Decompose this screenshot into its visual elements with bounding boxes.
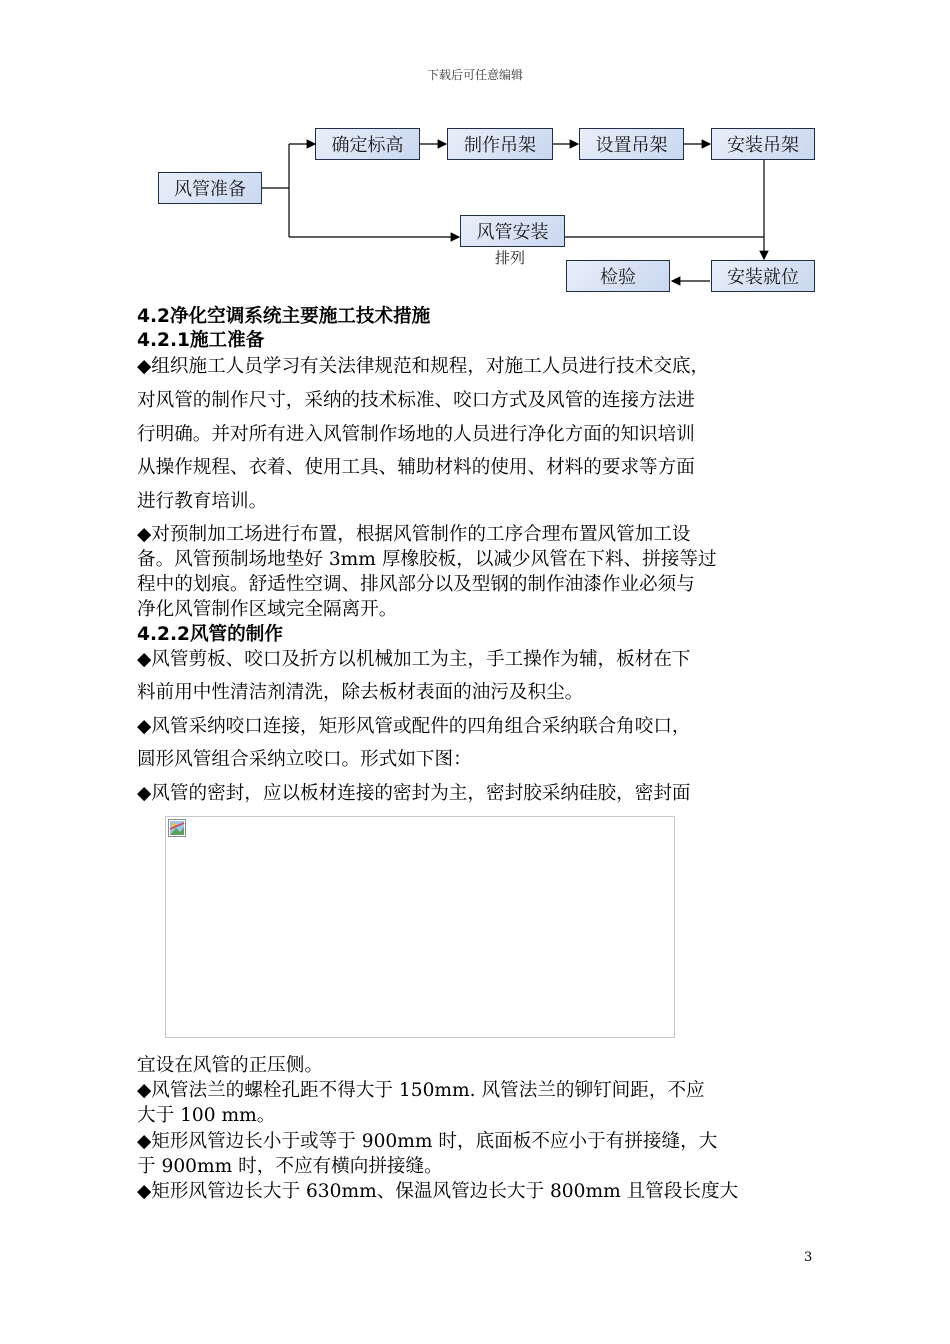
- flow-node-start: 风管准备: [158, 172, 262, 204]
- paragraph-line: 程中的划痕。舒适性空调、排风部分以及型钢的制作油漆作业必须与: [137, 574, 695, 595]
- paragraph-line: 料前用中性清洁剂清洗，除去板材表面的油污及积尘。: [137, 682, 584, 703]
- paragraph-line: 对风管的制作尺寸，采纳的技术标准、咬口方式及风管的连接方法进: [137, 390, 695, 411]
- paragraph-line: ◆矩形风管边长小于或等于 900mm 时，底面板不应小于有拼接缝，大: [137, 1131, 718, 1152]
- flow-node-position: 安装就位: [711, 260, 815, 292]
- paragraph-line: 于 900mm 时，不应有横向拼接缝。: [137, 1156, 443, 1177]
- paragraph-line: 净化风管制作区域完全隔离开。: [137, 599, 398, 620]
- seam-diagram-placeholder: [165, 816, 675, 1038]
- flow-node-inspect: 检验: [566, 260, 670, 292]
- flow-node-step-4: 安装吊架: [711, 128, 815, 160]
- flow-node-step-3: 设置吊架: [579, 128, 684, 160]
- section-heading-4-2-1: 4.2.1施工准备: [137, 330, 265, 351]
- paragraph-line: 行明确。并对所有进入风管制作场地的人员进行净化方面的知识培训: [137, 424, 695, 445]
- paragraph-line: ◆组织施工人员学习有关法律规范和规程，对施工人员进行技术交底，: [137, 356, 710, 377]
- broken-image-icon: [168, 819, 186, 837]
- page-header-note: 下载后可任意编辑: [426, 68, 523, 82]
- paragraph-line: ◆矩形风管边长大于 630mm、保温风管边长大于 800mm 且管段长度大: [137, 1181, 739, 1202]
- flow-node-install: 风管安装: [460, 215, 565, 247]
- paragraph-line: ◆风管法兰的螺栓孔距不得大于 150mm. 风管法兰的铆钉间距，不应: [137, 1080, 705, 1101]
- flow-node-step-2: 制作吊架: [447, 128, 553, 160]
- paragraph-line: ◆风管的密封，应以板材连接的密封为主，密封胶采纳硅胶，密封面: [137, 783, 691, 804]
- section-heading-4-2-2: 4.2.2风管的制作: [137, 624, 283, 645]
- page-number: 3: [804, 1250, 813, 1265]
- paragraph-line: ◆对预制加工场进行布置，根据风管制作的工序合理布置风管加工设: [137, 524, 691, 545]
- paragraph-line: ◆风管剪板、咬口及折方以机械加工为主，手工操作为辅，板材在下: [137, 649, 691, 670]
- paragraph-line: ◆风管采纳咬口连接，矩形风管或配件的四角组合采纳联合角咬口，: [137, 716, 691, 737]
- paragraph-line: 大于 100 mm。: [137, 1105, 276, 1126]
- section-heading-4-2: 4.2净化空调系统主要施工技术措施: [137, 306, 431, 327]
- paragraph-line: 进行教育培训。: [137, 491, 268, 512]
- flow-node-step-1: 确定标高: [315, 128, 420, 160]
- flow-node-install-note: 排列: [495, 249, 526, 267]
- paragraph-line: 从操作规程、衣着、使用工具、辅助材料的使用、材料的要求等方面: [137, 457, 695, 478]
- paragraph-line: 备。风管预制场地垫好 3mm 厚橡胶板，以减少风管在下料、拼接等过: [137, 549, 717, 570]
- paragraph-line: 宜设在风管的正压侧。: [137, 1055, 323, 1076]
- paragraph-line: 圆形风管组合采纳立咬口。形式如下图：: [137, 749, 472, 770]
